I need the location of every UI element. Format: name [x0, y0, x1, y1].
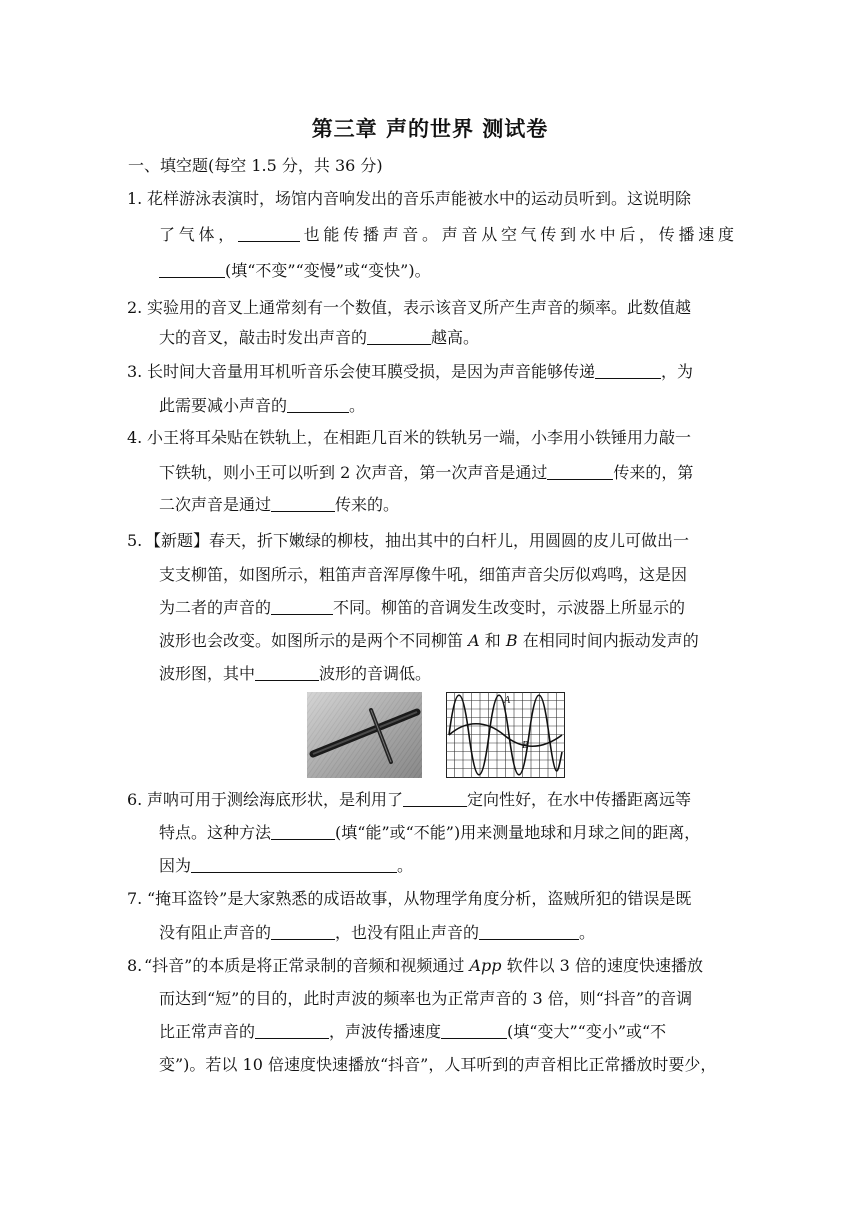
- answer-blank[interactable]: [595, 362, 661, 379]
- answer-blank[interactable]: [403, 790, 467, 807]
- question-number: 4.: [127, 428, 143, 447]
- waveform-graph: [446, 692, 565, 778]
- question-number: 8.: [127, 956, 143, 975]
- answer-blank[interactable]: [255, 1022, 329, 1039]
- answer-blank[interactable]: [479, 923, 579, 940]
- question-text: 而达到“短”的目的，此时声波的频率也为正常声音的 3 倍，则“抖音”的音调: [159, 989, 693, 1008]
- question-text: 花样游泳表演时，场馆内音响发出的音乐声能被水中的运动员听到。这说明除: [147, 189, 692, 208]
- answer-blank[interactable]: [271, 598, 333, 615]
- answer-blank[interactable]: [287, 396, 349, 413]
- question-text: 实验用的音叉上通常刻有一个数值，表示该音叉所产生声音的频率。此数值越: [147, 298, 692, 317]
- answer-blank[interactable]: [271, 823, 335, 840]
- figure-row: [307, 692, 757, 778]
- question-text: 小王将耳朵贴在铁轨上，在相距几百米的铁轨另一端，小李用小铁锤用力敲一: [147, 428, 692, 447]
- answer-blank[interactable]: [367, 328, 431, 345]
- question-text: “掩耳盗铃”是大家熟悉的成语故事，从物理学角度分析，盗贼所犯的错误是既: [147, 889, 692, 908]
- question-number: 2.: [127, 298, 143, 317]
- waveform-b-label: B: [522, 740, 529, 751]
- page-title: 第三章 声的世界 测试卷: [311, 117, 549, 141]
- answer-blank[interactable]: [255, 664, 319, 681]
- question-number: 5.: [127, 531, 143, 550]
- answer-blank[interactable]: [547, 463, 613, 480]
- willow-flute-photo: [307, 692, 422, 778]
- question-number: 1.: [127, 189, 143, 208]
- answer-blank[interactable]: [271, 923, 335, 940]
- question-text: 变”)。若以 10 倍速度快速播放“抖音”，人耳听到的声音相比正常播放时要少，: [159, 1055, 717, 1074]
- answer-blank[interactable]: [271, 495, 335, 512]
- answer-blank[interactable]: [191, 856, 397, 873]
- waveform-a-label: A: [504, 695, 511, 706]
- question-number: 7.: [127, 889, 143, 908]
- question-number: 6.: [127, 790, 143, 809]
- answer-blank[interactable]: [441, 1022, 507, 1039]
- question-number: 3.: [127, 362, 143, 381]
- section-heading: 一、填空题(每空 1.5 分，共 36 分): [128, 156, 383, 175]
- question-text: 支支柳笛，如图所示，粗笛声音浑厚像牛吼，细笛声音尖厉似鸡鸣，这是因: [159, 565, 688, 584]
- answer-blank[interactable]: [238, 225, 300, 242]
- page: 第三章 声的世界 测试卷 一、填空题(每空 1.5 分，共 36 分) 1. 花样游泳表演时，场馆内音响发出的音乐声能被水中的运动员听到。这说明除 了气体， 也能传播声音。声音从空气传到水中后，传播速度 (填“不变”“变慢”或“变快”)。 2. 实验用的音叉上通常刻有一个数值，表示该音叉所产生声音的频率。此数值越 大的音叉，敲击时发出声音的 越高。 3. 长时间大音量用耳机听音乐会使耳膜受损，是因为声音能够传递 ，为 此需要减小声音的 。 4. 小王将耳朵贴在铁轨上，在相距几百米的铁轨另一端，小李用小铁锤用力敲一 下铁轨，则小王可以听到 2 次声音，第一次声音是通过 传来的，第 二次声音是通过 传来的。 5. 【新题】春天，折下嫩绿的柳枝，抽出其中的白杆儿，用圆圆的皮儿可做出一 支支柳笛，如图所示，粗笛声音浑厚像牛吼，细笛声音尖厉似鸡鸣，这是因 为二者的声音的 不同。柳笛的音调发生改变时，示波器上所显示的 波形也会改变。如图所示的是两个不同柳笛 A 和 B 在相同时间内振动发声的 波形图，其中 波形的音调低。 A B 6. 声呐可用于测绘海底形状，是利用了 定向性好，在水中传播距离远等 特点。这种方法 (填“能”或“不能”)用来测量地球和月球之间的距离， 因为 。 7. “掩耳盗铃”是大家熟悉的成语故事，从物理学角度分析，盗贼所犯的错误是既 没有阻止声音的 ，也没有阻止声音的 。 8. “抖音”的本质是将正常录制的音频和视频通过 App 软件以 3 倍的速度快速播放 而达到“短”的目的，此时声波的频率也为正常声音的 3 倍，则“抖音”的音调 比正常声音的 ，声波传播速度 (填“变大”“变小”或“不 变”)。若以 10 倍速度快速播放“抖音”，人耳听到的声音相比正常播放时要少，: [0, 0, 860, 1216]
- question-text: 【新题】春天，折下嫩绿的柳枝，抽出其中的白杆儿，用圆圆的皮儿可做出一: [145, 531, 690, 550]
- answer-blank[interactable]: [159, 261, 225, 278]
